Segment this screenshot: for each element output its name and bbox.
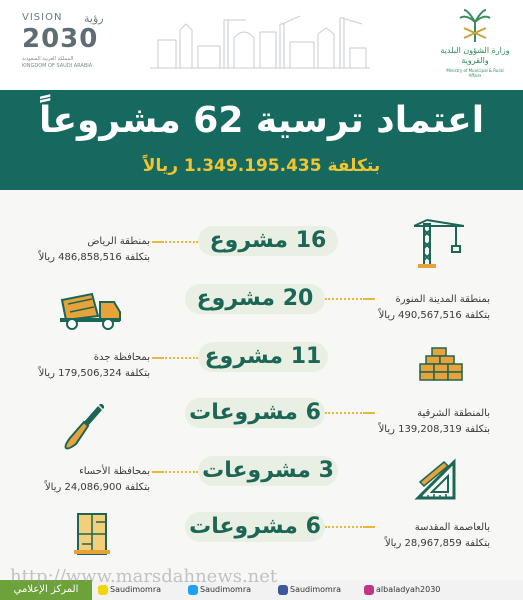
- vision-arabic: رؤية: [84, 12, 104, 25]
- bricks-icon: [418, 346, 466, 384]
- page-title: اعتماد ترسية 62 مشروعاً: [38, 100, 485, 141]
- region-label: بالمنطقة الشرقية: [417, 408, 490, 419]
- cost-label: بتكلفة 490,567,516 ريالاً: [378, 310, 490, 321]
- handle-text: Saudimomra: [290, 585, 342, 594]
- watermark: http://www.marsdahnews.net: [10, 566, 278, 587]
- project-count: 16 مشروع: [209, 228, 327, 253]
- project-count-pill: [198, 226, 338, 256]
- city-skyline-illustration: [150, 10, 370, 70]
- region-label: بمحافظة الأحساء: [79, 466, 150, 477]
- palm-emblem-icon: [458, 8, 492, 44]
- region-label: بمنطقة المدينة المنورة: [395, 294, 490, 305]
- connector: [152, 241, 162, 243]
- instagram-icon: [364, 585, 374, 595]
- facebook-icon: [278, 585, 288, 595]
- project-count: 3 مشروعات: [202, 458, 334, 483]
- project-count-pill: [198, 342, 328, 372]
- vision-word: VISION: [22, 12, 63, 23]
- cost-label: بتكلفة 28,967,859 ريالاً: [384, 538, 490, 549]
- vision-kingdom-en: KINGDOM OF SAUDI ARABIA: [22, 63, 93, 69]
- ministry-name-en: Ministry of Municipal & Rural Affairs: [446, 68, 504, 78]
- shovel-icon: [64, 404, 104, 452]
- header: [0, 0, 523, 80]
- connector-dots: [162, 471, 198, 473]
- total-cost: بتكلفة 1.349.195.435 ريالاً: [142, 156, 381, 176]
- project-count: 6 مشروعات: [189, 514, 321, 539]
- media-center-label: المركز الإعلامي: [0, 580, 92, 600]
- connector-dots: [162, 241, 198, 243]
- region-label: بالعاصمة المقدسة: [414, 522, 490, 533]
- project-count: 20 مشروع: [196, 286, 314, 311]
- crane-icon: [410, 218, 466, 270]
- region-label: بمنطقة الرياض: [87, 236, 150, 247]
- cost-label: بتكلفة 24,086,900 ريالاً: [44, 482, 150, 493]
- ministry-logo: [440, 8, 510, 76]
- connector: [152, 471, 162, 473]
- vision-year: 2030: [22, 24, 99, 54]
- project-count-pill: [198, 456, 338, 486]
- handle-text: Saudimomra: [200, 585, 252, 594]
- project-count: 11 مشروع: [204, 344, 322, 369]
- cost-label: بتكلفة 139,208,319 ريالاً: [378, 424, 490, 435]
- connector-dots: [325, 526, 365, 528]
- ruler-pencil-icon: [414, 458, 462, 502]
- project-count-pill: [185, 398, 325, 428]
- project-count-pill: [185, 512, 325, 542]
- handle-text: Saudimomra: [110, 585, 162, 594]
- cost-label: بتكلفة 486,858,516 ريالاً: [38, 252, 150, 263]
- region-label: بمحافظة جدة: [93, 352, 150, 363]
- project-count-pill: [185, 284, 325, 314]
- handle-text: albaladyah2030: [376, 585, 441, 594]
- social-handle-facebook[interactable]: [278, 584, 341, 596]
- connector-dots: [325, 298, 365, 300]
- project-count: 6 مشروعات: [189, 400, 321, 425]
- social-handle-instagram[interactable]: [364, 584, 440, 596]
- vision-kingdom-ar: المملكة العربية السعودية: [22, 56, 74, 62]
- connector-dots: [325, 412, 365, 414]
- vision-2030-logo: [22, 12, 132, 70]
- ministry-name: وزارة الشؤون البلدية والقروية: [440, 46, 510, 65]
- connector: [152, 357, 162, 359]
- cost-label: بتكلفة 179,506,324 ريالاً: [38, 368, 150, 379]
- connector-dots: [162, 357, 198, 359]
- blueprint-icon: [74, 512, 110, 556]
- concrete-mixer-icon: [58, 290, 124, 330]
